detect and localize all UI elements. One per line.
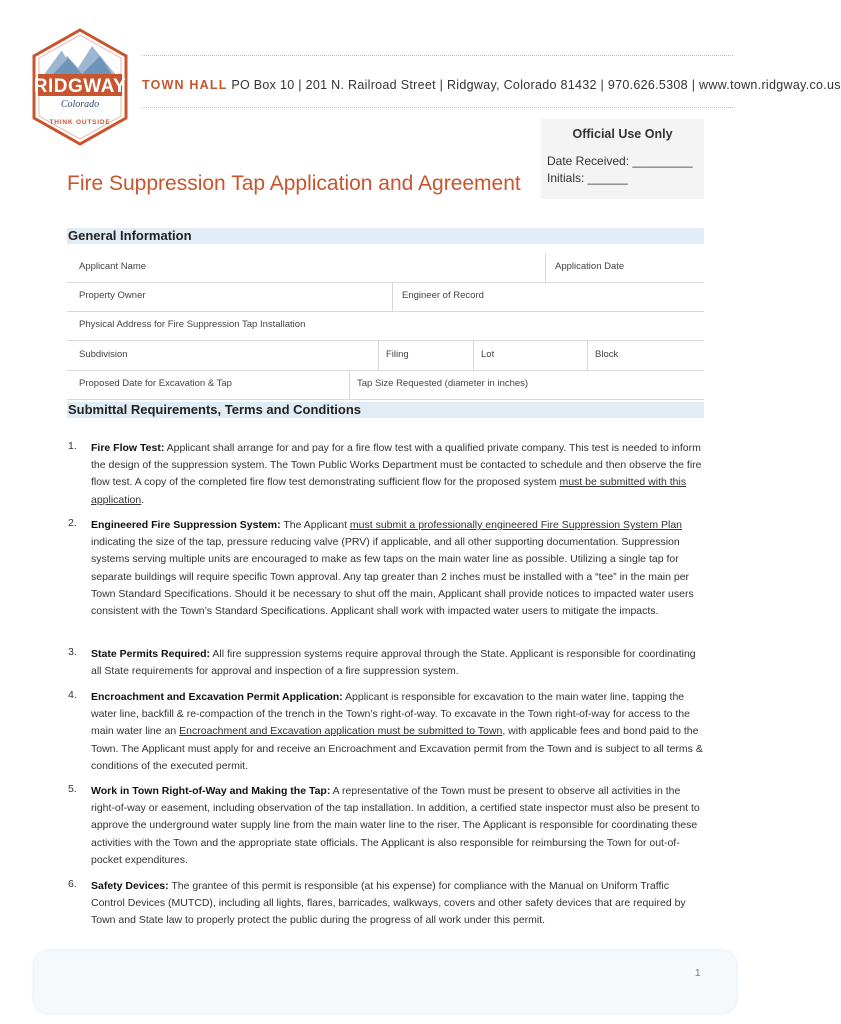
town-address: PO Box 10 | 201 N. Railroad Street | Ridgway, Colorado 81432 | 970.626.5308 | www.town.ridgway.co.us: [231, 78, 841, 92]
filing-label: Filing: [386, 349, 409, 360]
requirement-safety-devices: Safety Devices: The grantee of this permit is responsible (at his expense) for compliance with the Manual on Uniform Traffic Control Devices (MUTCD), including all lights, flares, barricades, walkways, covers and other safety devices that are required by Town and State law to properly protect the public during the progress of all work under this permit.: [91, 880, 686, 927]
field-divider: [587, 340, 588, 370]
subdivision-label: Subdivision: [79, 349, 128, 360]
header-bottom-rule: [142, 107, 733, 108]
page-footer-frame: [34, 951, 736, 1013]
page-number: 1: [695, 968, 701, 979]
requirement-number: 1.: [68, 440, 77, 452]
requirement-number: 3.: [68, 646, 77, 658]
general-info-heading: General Information: [68, 228, 192, 243]
field-row-line: [67, 370, 704, 371]
official-use-box: [541, 119, 704, 199]
property-owner-label: Property Owner: [79, 290, 146, 301]
requirement-fire-flow-test: Fire Flow Test: Applicant shall arrange for and pay for a fire flow test with a qualified private company. This test is needed to inform the design of the suppression system. The Town Public Works Department must be contacted to schedule and then observe the fire flow test. A copy of the completed fire flow test demonstrating sufficient flow for the proposed system must be submitted with this application.: [91, 442, 702, 506]
document-title: Fire Suppression Tap Application and Agreement: [67, 172, 521, 195]
requirement-number: 5.: [68, 783, 77, 795]
official-use-title: Official Use Only: [572, 127, 673, 141]
application-date-label: Application Date: [555, 261, 625, 272]
requirement-label: Encroachment and Excavation Permit Application:: [91, 691, 343, 703]
applicant-name-label: Applicant Name: [79, 261, 147, 272]
field-divider: [378, 340, 379, 370]
town-hall-label: TOWN HALL: [142, 78, 228, 92]
field-divider: [473, 340, 474, 370]
requirement-encroachment-permit: Encroachment and Excavation Permit Application: Applicant is responsible for excavation to the main water line, tapping the water line, backfill & re-compaction of the trench in the Town’s right-of-way. To excavate in the Town right-of-way for access to the main water line an Encroachment and Excavation application must be submitted to Town, with applicable fees and bond paid to the Town. The Applicant must apply for and receive an Encroachment and Excavation permit from the Town and is subject to all terms & conditions of the executed permit.: [91, 691, 703, 772]
field-divider: [392, 282, 393, 311]
physical-address-label: Physical Address for Fire Suppression Tap Installation: [79, 319, 306, 330]
lot-label: Lot: [481, 349, 495, 360]
requirement-label: Fire Flow Test:: [91, 442, 165, 454]
requirement-work-in-row: Work in Town Right-of-Way and Making the Tap: A representative of the Town must be present to observe all activities in the right-of-way or easement, including observation of the tap installation. In addition, a certified state inspector must also be present to approve the underground water supply line from the main water line to the riser. The Applicant is responsible for coordinating these activities with the Town and the appropriate state officials. The Applicant is also responsible for reimbursing the Town for out-of-pocket expenditures.: [91, 785, 700, 866]
field-row-line: [67, 340, 704, 341]
field-divider: [545, 253, 546, 282]
requirement-label: State Permits Required:: [91, 648, 211, 660]
engineer-label: Engineer of Record: [402, 290, 484, 301]
field-row-line: [67, 311, 704, 312]
ridgway-logo: [30, 28, 130, 146]
requirement-number: 2.: [68, 517, 77, 529]
requirement-label: Engineered Fire Suppression System:: [91, 519, 281, 531]
initials-field: Initials: ______: [547, 171, 628, 185]
tap-size-label: Tap Size Requested (diameter in inches): [357, 378, 529, 389]
submittal-heading: Submittal Requirements, Terms and Conditions: [68, 402, 362, 417]
field-row-line: [67, 399, 704, 400]
field-divider: [349, 370, 350, 399]
requirement-number: 4.: [68, 689, 77, 701]
block-label: Block: [595, 349, 619, 360]
requirement-label: Safety Devices:: [91, 880, 169, 892]
date-received-field: Date Received: _________: [547, 154, 693, 168]
logo-name: RIDGWAY: [33, 76, 127, 97]
requirement-engineered-system: Engineered Fire Suppression System: The Applicant must submit a professionally engineered Fire Suppression System Plan indicating the size of the tap, pressure reducing valve (PRV) if applicable, and all other supporting documentation. Suppression systems serving multiple units are encouraged to make as few taps on the main water line as possible. Utilizing a single tap for separate buildings will require specific Town approval. Any tap greater than 2 inches must be installed with a “tee” in the main per Town Standard Specifications. Should it be necessary to shut off the main, Applicant shall provide notices to impacted water users consistent with the Town’s Standard Specifications. Applicant shall work with impacted water users to mitigate the impacts.: [91, 519, 694, 618]
requirement-number: 6.: [68, 878, 77, 890]
logo-sub: Colorado: [60, 99, 100, 110]
field-row-line: [67, 282, 704, 283]
logo-tagline: THINK OUTSIDE: [49, 119, 111, 126]
town-address-line: [142, 78, 841, 92]
requirement-state-permits: State Permits Required: All fire suppression systems require approval through the State. Applicant is responsible for coordinating all State requirements for approval and inspection of a fire suppression system.: [91, 648, 696, 678]
header-top-rule: [142, 55, 733, 56]
excavation-date-label: Proposed Date for Excavation & Tap: [79, 378, 232, 389]
requirement-label: Work in Town Right-of-Way and Making the Tap:: [91, 785, 331, 797]
